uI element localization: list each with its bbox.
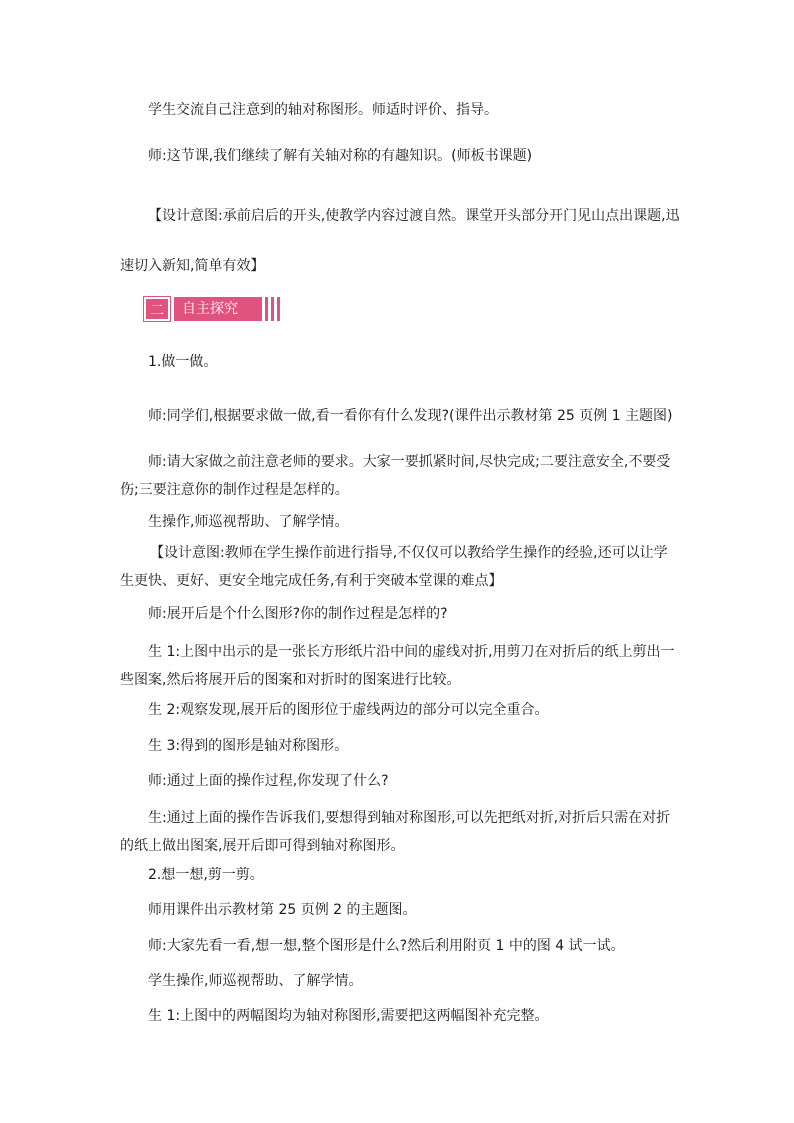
paragraph-student-operate: 生操作,师巡视帮助、了解学情。: [148, 514, 349, 530]
design-intent-1: 【设计意图:承前启后的开头,使教学内容过渡自然。课堂开头部分开门见山点出课题,迅速切入新知,简单有效】: [120, 208, 680, 274]
paragraph-student-exchange: 学生交流自己注意到的轴对称图形。师适时评价、指导。: [148, 102, 498, 118]
paragraph-item-1: 1.做一做。: [148, 354, 218, 370]
paragraph-teacher-requirements: 师:请大家做之前注意老师的要求。大家一要抓紧时间,尽快完成;二要注意安全,不要受伤;三要注意你的制作过程是怎样的。: [120, 454, 671, 498]
paragraph-student-summary: 生:通过上面的操作告诉我们,要想得到轴对称图形,可以先把纸对折,对折后只需在对折的纸上做出图案,展开后即可得到轴对称图形。: [120, 810, 671, 854]
section-number: 二: [144, 297, 170, 321]
paragraph-teacher-intro: 师:这节课,我们继续了解有关轴对称的有趣知识。(师板书课题): [148, 148, 533, 164]
paragraph-teacher-question: 师:展开后是个什么图形?你的制作过程是怎样的?: [148, 606, 448, 622]
paragraph-student-3: 生 3:得到的图形是轴对称图形。: [148, 738, 349, 754]
paragraph-teacher-think: 师:大家先看一看,想一想,整个图形是什么?然后利用附页 1 中的图 4 试一试。: [148, 938, 625, 954]
paragraph-student-operate-2: 学生操作,师巡视帮助、了解学情。: [148, 973, 363, 989]
paragraph-teacher-courseware: 师用课件出示教材第 25 页例 2 的主题图。: [148, 902, 417, 918]
paragraph-item-2: 2.想一想,剪一剪。: [148, 867, 264, 883]
paragraph-teacher-discover: 师:通过上面的操作过程,你发现了什么?: [148, 773, 389, 789]
section-header: [144, 297, 280, 321]
paragraph-student-1-answer: 生 1:上图中的两幅图均为轴对称图形,需要把这两幅图补充完整。: [148, 1008, 549, 1024]
section-decor-bars: [265, 297, 280, 321]
paragraph-student-1: 生 1:上图中出示的是一张长方形纸片沿中间的虚线对折,用剪刀在对折后的纸上剪出一些图案,然后将展开后的图案和对折时的图案进行比较。: [120, 644, 675, 688]
paragraph-teacher-ask: 师:同学们,根据要求做一做,看一看你有什么发现?(课件出示教材第 25 页例 1 主题图): [148, 408, 673, 424]
section-title: 自主探究: [174, 297, 262, 321]
paragraph-student-2: 生 2:观察发现,展开后的图形位于虚线两边的部分可以完全重合。: [148, 702, 549, 718]
design-intent-2: 【设计意图:教师在学生操作前进行指导,不仅仅可以教给学生操作的经验,还可以让学生更快、更好、更安全地完成任务,有利于突破本堂课的难点】: [120, 545, 668, 589]
